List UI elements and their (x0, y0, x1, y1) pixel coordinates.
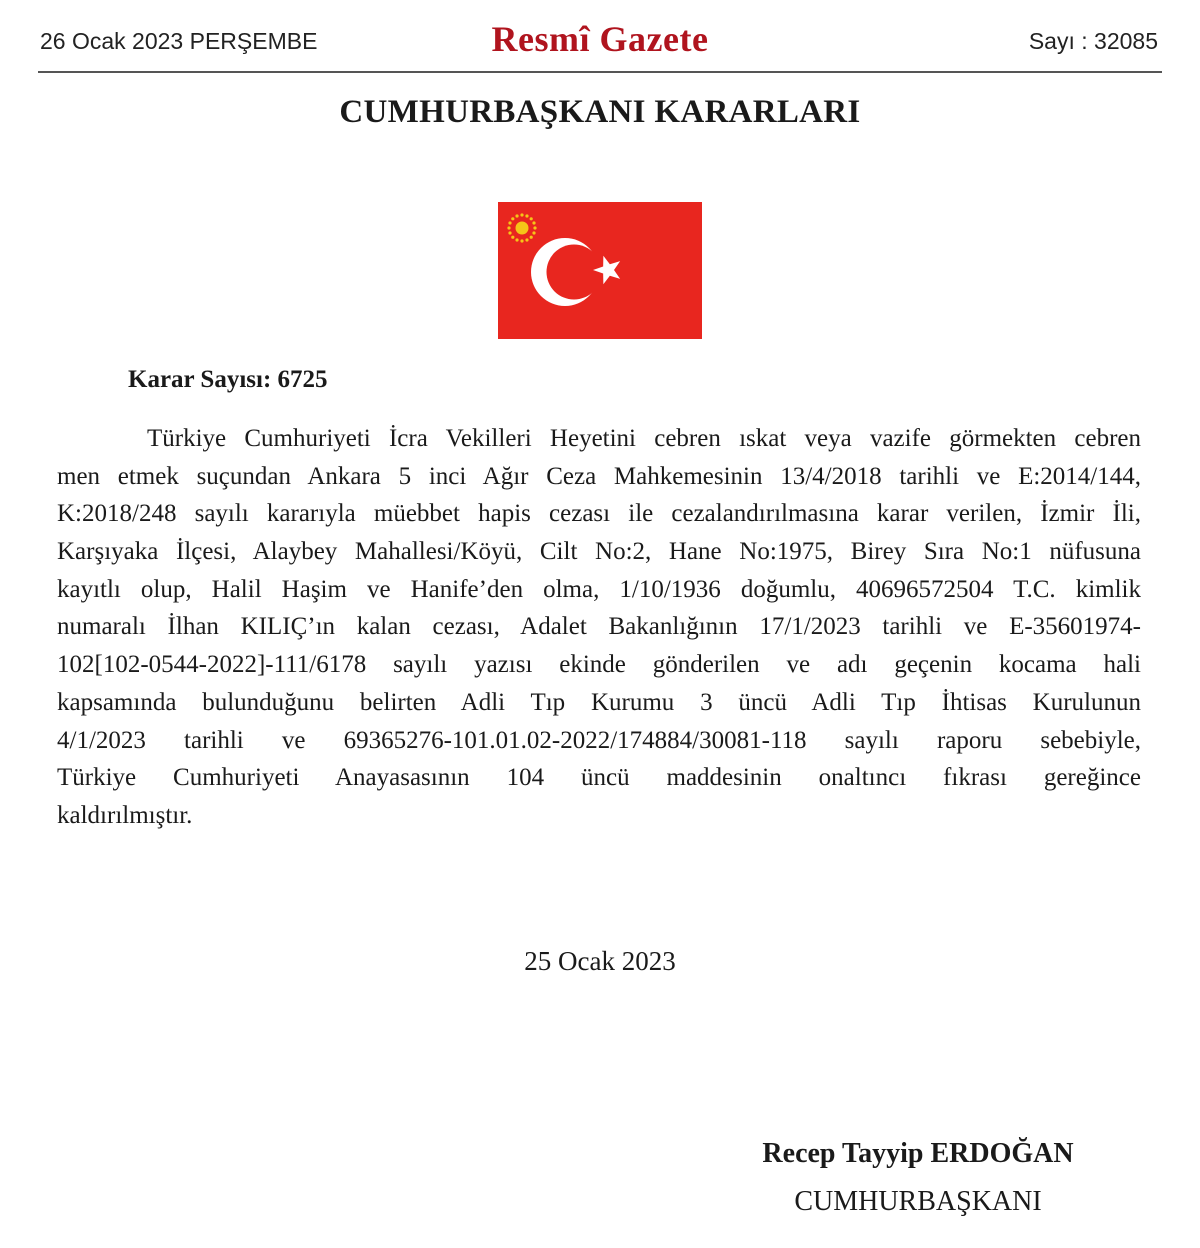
emblem-star (530, 236, 533, 239)
body-line: K:2018/248 sayılı kararıyla müebbet hapis cezası ile cezalandırılmasına karar verilen, İzmir İli, (57, 500, 1141, 528)
decision-number: Karar Sayısı: 6725 (128, 366, 328, 393)
emblem-star (508, 221, 511, 224)
body-line: Karşıyaka İlçesi, Alaybey Mahallesi/Köyü, Cilt No:2, Hane No:1975, Birey Sıra No:1 nüfusuna (57, 538, 1141, 566)
section-title: CUMHURBAŞKANI KARARLARI (339, 94, 861, 130)
body-line: numaralı İlhan KILIÇ’ın kalan cezası, Adalet Bakanlığının 17/1/2023 tarihli ve E-35601974- (57, 613, 1141, 641)
decision-body (57, 420, 1141, 835)
emblem-star (515, 238, 518, 241)
emblem-star (533, 226, 536, 229)
publication-date: 26 Ocak 2023 PERŞEMBE (40, 28, 318, 54)
emblem-star (515, 214, 518, 217)
sun-core (516, 222, 529, 235)
body-line: 4/1/2023 tarihli ve 69365276-101.01.02-2022/174884/30081-118 sayılı raporu sebebiyle, (57, 726, 1141, 754)
body-line: kapsamında bulunduğunu belirten Adli Tıp Kurumu 3 üncü Adli Tıp İhtisas Kurulunun (57, 688, 1141, 716)
emblem-star (507, 226, 510, 229)
body-line: Türkiye Cumhuriyeti İcra Vekilleri Heyetini cebren ıskat veya vazife görmekten cebren (147, 425, 1141, 452)
masthead-title: Resmî Gazete (491, 19, 709, 59)
emblem-star (508, 231, 511, 234)
signature-date: 25 Ocak 2023 (524, 946, 676, 976)
body-line: kayıtlı olup, Halil Haşim ve Hanife’den olma, 1/10/1936 doğumlu, 40696572504 T.C. kimlik (57, 575, 1141, 603)
emblem-star (532, 231, 535, 234)
emblem-star (525, 238, 528, 241)
emblem-star (530, 217, 533, 220)
header-divider (38, 71, 1162, 73)
body-line: 102[102-0544-2022]-111/6178 sayılı yazısı ekinde gönderilen ve adı geçenin kocama hali (57, 651, 1141, 679)
body-line: men etmek suçundan Ankara 5 inci Ağır Ceza Mahkemesinin 13/4/2018 tarihli ve E:2014/144, (57, 462, 1141, 490)
body-line: Türkiye Cumhuriyeti Anayasasının 104 üncü maddesinin onaltıncı fıkrası gereğince (57, 764, 1141, 792)
presidential-flag-icon (498, 202, 702, 339)
emblem-star (525, 214, 528, 217)
body-line: kaldırılmıştır. (57, 801, 193, 829)
issue-number: Sayı : 32085 (1028, 28, 1158, 54)
emblem-star (511, 217, 514, 220)
emblem-star (532, 221, 535, 224)
signer-title: CUMHURBAŞKANI (794, 1186, 1042, 1217)
emblem-star (511, 236, 514, 239)
emblem-star (520, 213, 523, 216)
signer-name: Recep Tayyip ERDOĞAN (762, 1138, 1074, 1169)
emblem-star (520, 239, 523, 242)
crescent-inner (547, 245, 602, 300)
